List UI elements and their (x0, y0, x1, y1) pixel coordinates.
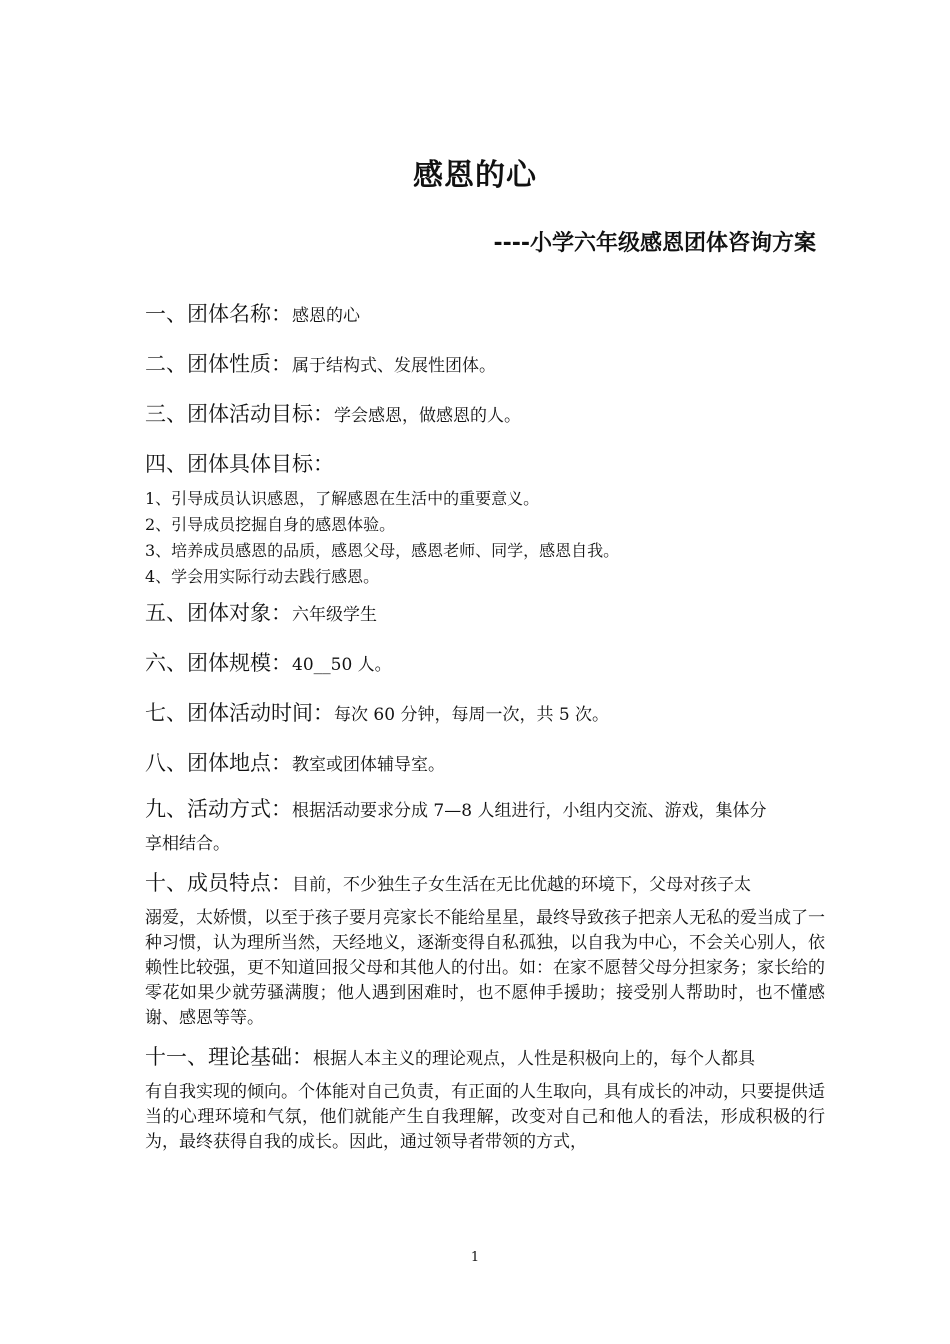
section-value: 教室或团体辅导室。 (292, 755, 445, 775)
paragraph-first-line: 根据人本主义的理论观点，人性是积极向上的，每个人都具 (313, 1049, 755, 1069)
goal-item: 4、学会用实际行动去践行感恩。 (145, 567, 380, 586)
section-group-name (145, 298, 360, 328)
section-label: 十一、理论基础： (145, 1045, 313, 1069)
goal-item: 1、引导成员认识感恩，了解感恩在生活中的重要意义。 (145, 489, 540, 508)
goal-item: 3、培养成员感恩的品质，感恩父母，感恩老师、同学，感恩自我。 (145, 541, 620, 560)
section-label: 七、团体活动时间： (145, 701, 334, 725)
section-scale (145, 647, 392, 677)
section-specific-goals (145, 448, 334, 478)
section-value: 感恩的心 (292, 306, 360, 326)
section-member-traits (145, 871, 825, 1031)
paragraph-first-line: 根据活动要求分成 7—8 人组进行，小组内交流、游戏，集体分 (292, 801, 767, 821)
section-value: 每次 60 分钟，每周一次，共 5 次。 (334, 705, 610, 725)
section-value: 属于结构式、发展性团体。 (292, 356, 496, 376)
section-label: 二、团体性质： (145, 352, 292, 376)
section-label: 八、团体地点： (145, 751, 292, 775)
section-value: 40__50 人。 (292, 655, 392, 675)
section-value: 学会感恩，做感恩的人。 (334, 406, 521, 426)
section-label: 四、团体具体目标： (145, 452, 334, 476)
section-label: 三、团体活动目标： (145, 402, 334, 426)
section-label: 五、团体对象： (145, 601, 292, 625)
section-activity-goal (145, 398, 521, 428)
goal-item: 2、引导成员挖掘自身的感恩体验。 (145, 515, 396, 534)
paragraph-body: 享相结合。 (145, 834, 230, 854)
paragraph-body: 溺爱，太娇惯，以至于孩子要月亮家长不能给星星，最终导致孩子把亲人无私的爱当成了一种习惯，认为理所当然，天经地义，逐渐变得自私孤独，以自我为中心，不会关心别人，依赖性比较强，更不知道回报父母和其他人的付出。如：在家不愿替父母分担家务；家长给的零花如果少就劳骚满腹；他人遇到困难时，也不愿伸手援助；接受别人帮助时，也不懂感谢、感恩等等。 (145, 908, 825, 1028)
document-subtitle: ----小学六年级感恩团体咨询方案 (493, 231, 816, 256)
section-label: 十、成员特点： (145, 871, 292, 895)
section-location (145, 747, 445, 777)
section-theory (145, 1045, 825, 1155)
page-number: 1 (470, 1250, 480, 1265)
section-value: 六年级学生 (292, 605, 377, 625)
section-time (145, 697, 609, 727)
document-title: 感恩的心 (413, 158, 537, 193)
paragraph-body: 有自我实现的倾向。个体能对自己负责，有正面的人生取向，具有成长的冲动，只要提供适当的心理环境和气氛，他们就能产生自我理解，改变对自己和他人的看法，形成积极的行为，最终获得自我的成长。因此，通过领导者带领的方式， (145, 1082, 825, 1152)
section-group-nature (145, 348, 496, 378)
section-target (145, 597, 377, 627)
section-label: 九、活动方式： (145, 797, 292, 821)
section-activity-method (145, 797, 825, 857)
section-label: 六、团体规模： (145, 651, 292, 675)
section-label: 一、团体名称： (145, 302, 292, 326)
paragraph-first-line: 目前，不少独生子女生活在无比优越的环境下，父母对孩子太 (292, 875, 751, 895)
